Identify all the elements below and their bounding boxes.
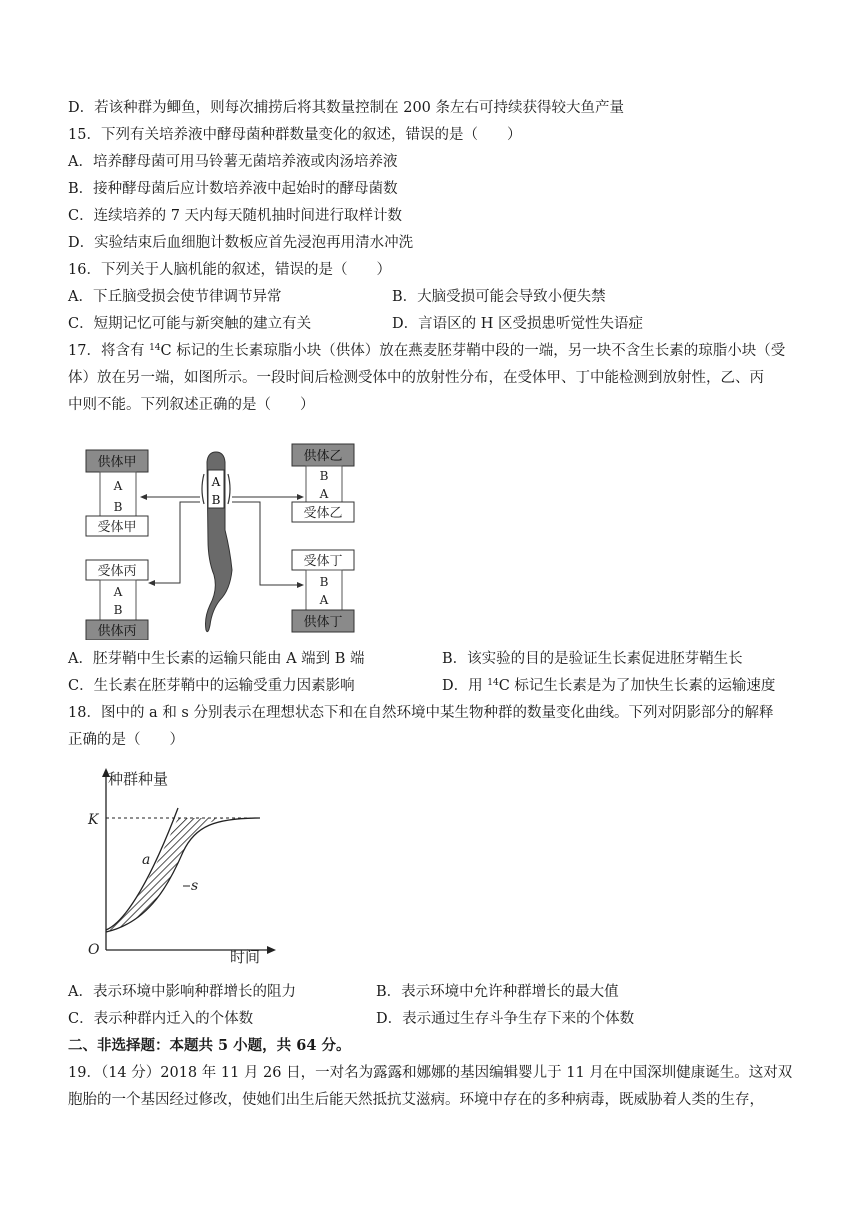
population-growth-figure [80, 762, 280, 972]
q17-option-a: A．胚芽鞘中生长素的运输只能由 A 端到 B 端 [68, 651, 365, 667]
q16-option-a: A．下丘脑受损会使节律调节异常 [68, 289, 282, 305]
q17-option-d-text: D．用 [442, 678, 488, 694]
curve-s-label: s [191, 878, 199, 894]
q19-line1: 19．（14 分）2018 年 11 月 26 日，一对名为露露和娜娜的基因编辑婴儿于 11 月在中国深圳健康诞生。这对双 [68, 1065, 793, 1081]
segment-bing-b: B [113, 603, 123, 617]
k-label: K [88, 812, 99, 828]
donor-ding-label: 供体丁 [303, 615, 343, 630]
curve-a-label: a [142, 852, 151, 868]
donor-bing-label: 供体丙 [97, 624, 137, 639]
segment-yi-a: A [319, 487, 329, 501]
q17-stem-line1 [68, 341, 785, 361]
q14-option-d: D．若该种群为鲫鱼，则每次捕捞后将其数量控制在 200 条左右可持续获得较大鱼产量 [68, 100, 625, 116]
segment-bing-a: A [113, 585, 123, 599]
segment-jia-a: A [113, 479, 123, 493]
q18-option-a: A．表示环境中影响种群增长的阻力 [68, 984, 296, 1000]
q16-stem: 16．下列关于人脑机能的叙述，错误的是（ ） [68, 262, 391, 278]
q16-option-c: C．短期记忆可能与新突触的建立有关 [68, 316, 312, 332]
segment-ding-a: A [319, 593, 329, 607]
q17-stem-text: 17．将含有 [68, 343, 150, 359]
y-axis-label: 种群种量 [108, 770, 169, 788]
q15-option-c: C．连续培养的 7 天内每天随机抽时间进行取样计数 [68, 208, 403, 224]
coleoptile-b: B [211, 493, 221, 507]
section-heading: 二、非选择题：本题共 5 小题，共 64 分。 [68, 1037, 351, 1054]
isotope-superscript: 14 [487, 678, 499, 688]
segment-jia-b: B [113, 500, 123, 514]
q15-stem: 15．下列有关培养液中酵母菌种群数量变化的叙述，错误的是（ ） [68, 127, 522, 143]
q18-option-d: D．表示通过生存斗争生存下来的个体数 [376, 1011, 635, 1027]
q17-option-b: B．该实验的目的是验证生长素促进胚芽鞘生长 [442, 651, 743, 667]
q17-option-c: C．生长素在胚芽鞘中的运输受重力因素影响 [68, 678, 355, 694]
receptor-jia-label: 受体甲 [97, 520, 137, 535]
q17-stem-line2: 体）放在另一端，如图所示。一段时间后检测受体中的放射性分布，在受体甲、丁中能检测到放射性，乙、丙 [68, 370, 764, 386]
segment-yi-b: B [319, 469, 329, 483]
q15-option-b: B．接种酵母菌后应计数培养液中起始时的酵母菌数 [68, 181, 398, 197]
q18-stem-line2: 正确的是（ ） [68, 732, 184, 748]
x-axis-label: 时间 [230, 948, 261, 966]
q17-option-d-text: C 标记生长素是为了加快生长素的运输速度 [498, 678, 776, 694]
q18-stem-line1: 18．图中的 a 和 s 分别表示在理想状态下和在自然环境中某生物种群的数量变化曲线。下列对阴影部分的解释 [68, 705, 774, 721]
donor-yi-label: 供体乙 [303, 449, 343, 464]
isotope-superscript: 14 [149, 343, 161, 353]
q17-stem-text: C 标记的生长素琼脂小块（供体）放在燕麦胚芽鞘中段的一端，另一块不含生长素的琼脂小块（受 [160, 343, 786, 359]
q19-line2: 胞胎的一个基因经过修改，使她们出生后能天然抵抗艾滋病。环境中存在的多种病毒，既威胁着人类的生存， [68, 1092, 764, 1108]
segment-ding-b: B [319, 575, 329, 589]
q18-option-b: B．表示环境中允许种群增长的最大值 [376, 984, 619, 1000]
receptor-bing-label: 受体丙 [97, 564, 137, 579]
q16-option-b: B．大脑受损可能会导致小便失禁 [392, 289, 606, 305]
q18-option-c: C．表示种群内迁入的个体数 [68, 1011, 254, 1027]
q17-stem-line3: 中则不能。下列叙述正确的是（ ） [68, 397, 315, 413]
q16-option-d: D．言语区的 H 区受损患听觉性失语症 [392, 316, 643, 332]
q15-option-a: A．培养酵母菌可用马铃薯无菌培养液或肉汤培养液 [68, 154, 398, 170]
q15-option-d: D．实验结束后血细胞计数板应首先浸泡再用清水冲洗 [68, 235, 414, 251]
receptor-yi-label: 受体乙 [303, 506, 343, 521]
coleoptile-a: A [211, 475, 221, 489]
arrow-to-bing [150, 502, 200, 583]
coleoptile-figure [80, 440, 380, 640]
receptor-ding-label: 受体丁 [303, 554, 343, 569]
q17-option-d [442, 676, 775, 696]
origin-label: O [88, 942, 100, 958]
donor-jia-label: 供体甲 [97, 455, 137, 470]
